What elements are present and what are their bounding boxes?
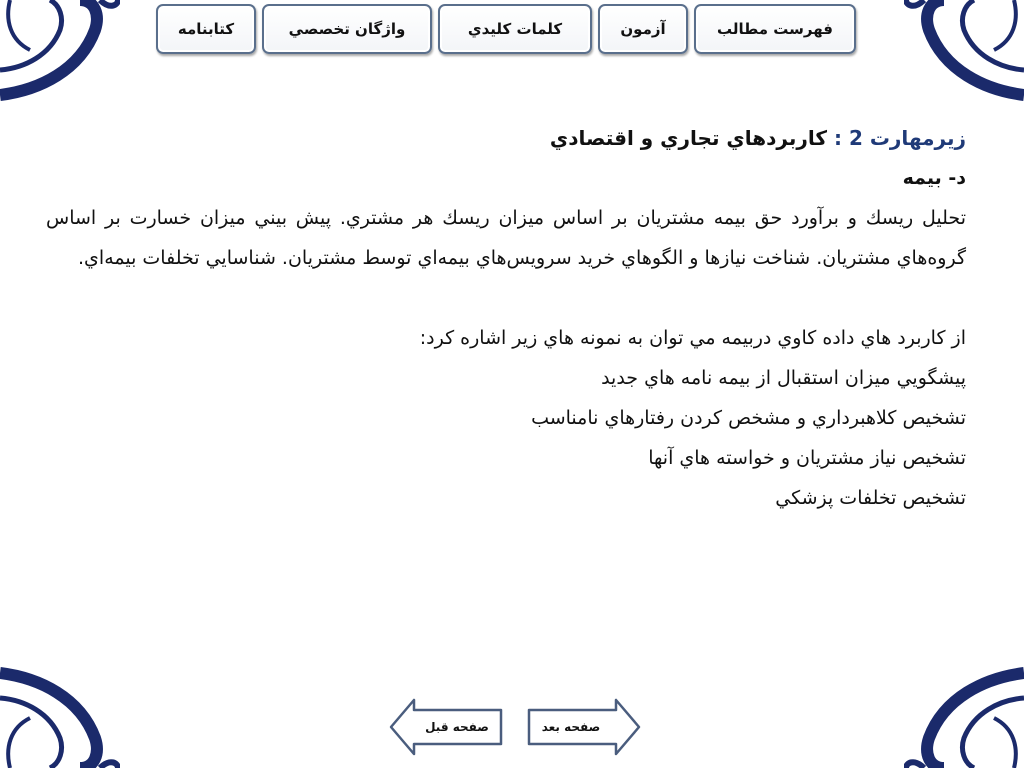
keywords-button[interactable]: كلمات كليدي xyxy=(438,4,592,54)
corner-ornament-icon xyxy=(0,0,120,110)
corner-ornament-bottom-left xyxy=(0,658,120,768)
previous-page-button[interactable] xyxy=(388,696,504,758)
next-page-button[interactable] xyxy=(526,696,642,758)
corner-ornament-top-left xyxy=(0,0,120,110)
bibliography-button[interactable]: كتابنامه xyxy=(156,4,256,54)
top-navigation xyxy=(156,4,856,60)
page-navigation xyxy=(388,696,642,758)
corner-ornament-top-right xyxy=(904,0,1024,110)
list-intro: از كاربرد هاي داده كاوي دربيمه مي توان به نمونه هاي زير اشاره كرد: xyxy=(419,327,966,349)
spacer xyxy=(46,278,966,318)
section-heading xyxy=(46,118,966,158)
section-heading-title: كاربردهاي تجاري و اقتصادي xyxy=(549,126,827,150)
table-of-contents-button[interactable]: فهرست مطالب xyxy=(694,4,856,54)
quiz-button[interactable]: آزمون xyxy=(598,4,688,54)
corner-ornament-icon xyxy=(0,658,120,768)
glossary-button[interactable]: واژگان تخصصي xyxy=(262,4,432,54)
subsection-heading: د- بيمه xyxy=(902,167,966,189)
section-heading-prefix: زيرمهارت 2 : xyxy=(833,126,966,150)
list-item: تشخيص كلاهبرداري و مشخص كردن رفتارهاي نامناسب xyxy=(531,407,966,429)
corner-ornament-icon xyxy=(904,658,1024,768)
body-paragraph: تحليل ريسك و برآورد حق بيمه مشتريان بر اساس ميزان ريسك هر مشتري. پيش بيني ميزان خسارت بر اساس گروه‌هاي مشتريان. شناخت نيازها و الگوهاي خريد سرويس‌هاي بيمه‌اي توسط مشتريان. شناسايي تخلفات بيمه‌اي. xyxy=(46,207,966,269)
corner-ornament-icon xyxy=(904,0,1024,110)
list-item: تشخيص نياز مشتريان و خواسته هاي آنها xyxy=(648,447,966,469)
corner-ornament-bottom-right xyxy=(904,658,1024,768)
lesson-content xyxy=(46,118,966,518)
next-page-label: صفحه بعد xyxy=(541,720,601,734)
list-item: تشخيص تخلفات پزشكي xyxy=(775,487,966,509)
list-item: پيشگويي ميزان استقبال از بيمه نامه هاي جديد xyxy=(601,367,966,389)
previous-page-label: صفحه قبل xyxy=(425,720,489,734)
